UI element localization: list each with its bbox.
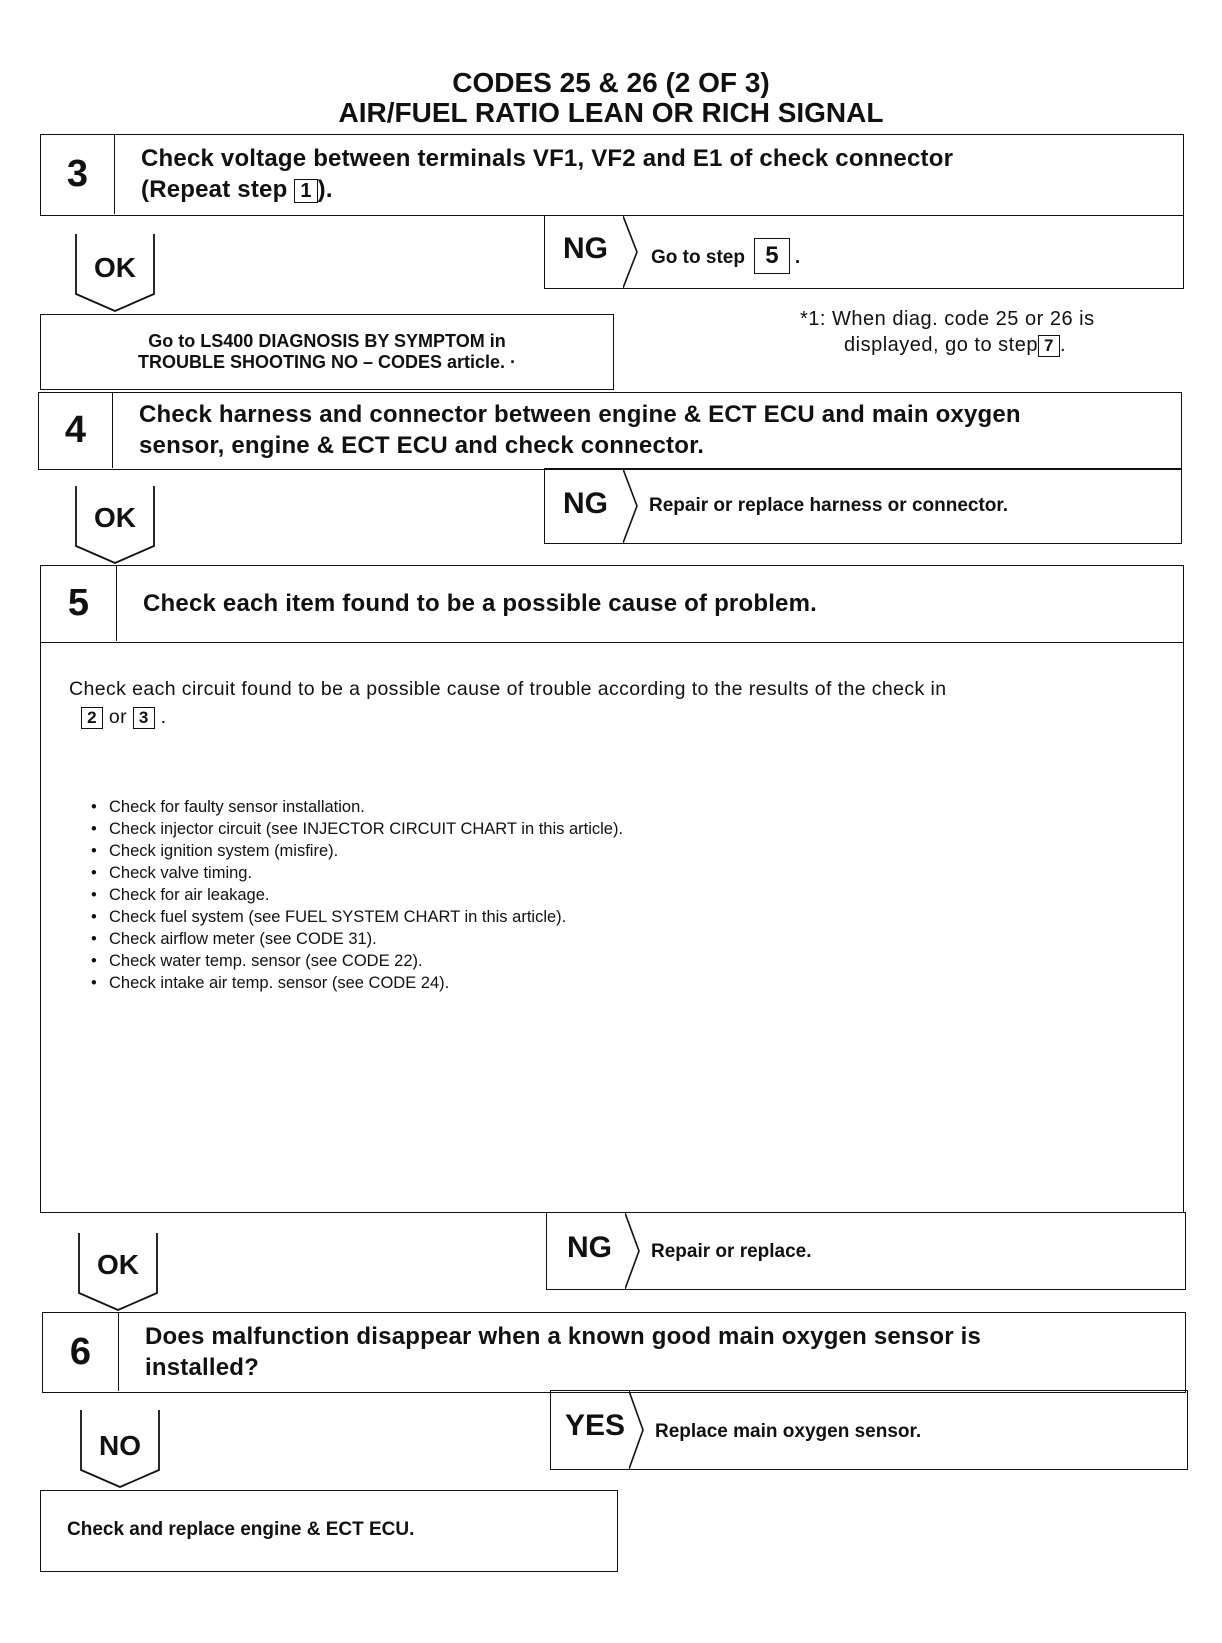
step-5-ng-box — [546, 1212, 1186, 1290]
step-3-line2 — [141, 174, 1171, 205]
step-3-box — [40, 134, 1184, 216]
step-3-line1: Check voltage between terminals VF1, VF2 and E1 of check connector — [141, 145, 954, 172]
step-6-yes-text: Replace main oxygen sensor. — [655, 1421, 922, 1442]
list-item: • Check intake air temp. sensor (see CODE 24). — [91, 972, 1091, 994]
step-5-body-box — [40, 641, 1184, 1213]
step-3-result-line1: Go to LS400 DIAGNOSIS BY SYMPTOM in — [148, 331, 506, 351]
step-6-final-text: Check and replace engine & ECT ECU. — [67, 1519, 415, 1540]
page-title-line2: AIR/FUEL RATIO LEAN OR RICH SIGNAL — [338, 97, 884, 128]
step-3-ok-arrow — [75, 234, 155, 312]
step-4-line2: sensor, engine & ECT ECU and check connector. — [139, 432, 705, 459]
list-item: • Check injector circuit (see INJECTOR CIRCUIT CHART in this article). — [91, 818, 1091, 840]
step-4-ok-label: OK — [94, 502, 136, 533]
step-3-note-line2 — [800, 332, 1190, 358]
step-3-line2-suffix: ). — [317, 176, 333, 203]
step-3-ng-label: NG — [563, 232, 608, 265]
step-5-ref-b: 3 — [133, 707, 155, 729]
step-5-checklist — [91, 796, 1091, 994]
step-3-text — [141, 143, 1171, 205]
step-3-ok-label: OK — [94, 252, 136, 283]
step-3-ng-box — [544, 215, 1184, 289]
step-6-line2: installed? — [145, 1354, 260, 1381]
list-item: • Check for faulty sensor installation. — [91, 796, 1091, 818]
step-3-number: 3 — [41, 135, 115, 214]
step-6-final-result — [40, 1490, 618, 1572]
step-3-ok-result — [40, 314, 614, 390]
list-item: • Check ignition system (misfire). — [91, 840, 1091, 862]
step-3-note — [800, 306, 1190, 358]
step-3-ng-goto: Go to step — [651, 247, 745, 268]
step-3-ng-suffix: . — [794, 247, 801, 268]
step-3-ref: 1 — [294, 179, 317, 203]
step-4-text — [139, 399, 1179, 461]
step-5-ref-a: 2 — [81, 707, 103, 729]
step-3-ng-ref: 5 — [754, 238, 789, 274]
step-4-ok-arrow — [75, 486, 155, 564]
step-6-yes-label: YES — [565, 1409, 626, 1442]
step-3-note-line1: *1: When diag. code 25 or 26 is — [800, 308, 1095, 330]
list-item: • Check airflow meter (see CODE 31). — [91, 928, 1091, 950]
step-3-note-prefix: displayed, go to step — [844, 334, 1038, 356]
step-5-ok-arrow — [78, 1233, 158, 1311]
step-3-line2-prefix: (Repeat step — [141, 176, 295, 203]
step-4-ng-box — [544, 468, 1182, 544]
list-item: • Check water temp. sensor (see CODE 22). — [91, 950, 1091, 972]
step-6-yes-box — [550, 1390, 1188, 1470]
step-5-or: or — [108, 706, 127, 728]
step-3-result-line2: TROUBLE SHOOTING NO – CODES article. · — [137, 352, 517, 372]
step-3-note-suffix: . — [1059, 334, 1067, 356]
step-4-line1: Check harness and connector between engine & ECT ECU and main oxygen — [139, 401, 1021, 428]
step-5-intro-line2 — [69, 703, 1169, 731]
step-6-number: 6 — [43, 1313, 119, 1391]
list-item: • Check fuel system (see FUEL SYSTEM CHART in this article). — [91, 906, 1091, 928]
step-5-number: 5 — [41, 566, 117, 641]
step-4-box — [38, 392, 1182, 470]
step-3-note-ref: 7 — [1038, 335, 1060, 357]
step-6-no-arrow — [80, 1410, 160, 1488]
step-4-number: 4 — [39, 393, 113, 468]
step-5-header-box — [40, 565, 1184, 643]
step-5-intro — [69, 675, 1169, 731]
list-item: • Check for air leakage. — [91, 884, 1091, 906]
step-6-line1: Does malfunction disappear when a known good main oxygen sensor is — [145, 1323, 982, 1350]
step-5-title: Check each item found to be a possible cause of problem. — [143, 590, 818, 617]
step-4-ng-label: NG — [563, 487, 608, 520]
page-title-line1: CODES 25 & 26 (2 OF 3) — [452, 67, 770, 98]
step-6-text — [145, 1321, 1175, 1383]
step-4-ng-text: Repair or replace harness or connector. — [649, 495, 1009, 516]
step-5-ok-label: OK — [97, 1249, 139, 1280]
step-5-intro-suffix: . — [160, 706, 167, 728]
step-3-ng-text — [651, 238, 800, 274]
list-item: • Check valve timing. — [91, 862, 1091, 884]
step-6-no-label: NO — [99, 1430, 141, 1461]
step-6-box — [42, 1312, 1186, 1393]
step-5-intro-line1: Check each circuit found to be a possible cause of trouble according to the results of the check in — [69, 678, 947, 700]
step-5-ng-text: Repair or replace. — [651, 1241, 812, 1262]
step-5-ng-label: NG — [567, 1231, 612, 1264]
